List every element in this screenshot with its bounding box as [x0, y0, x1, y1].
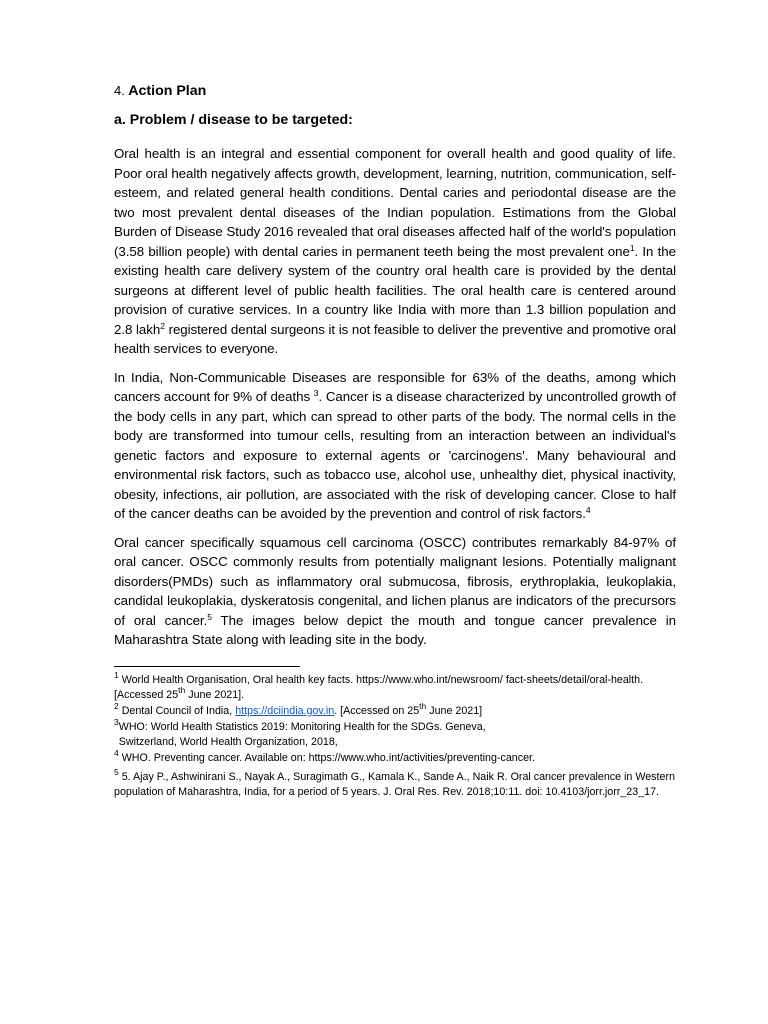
paragraph-text: registered dental surgeons it is not feasible to deliver the preventive and promotive oral health services to everyone. [114, 321, 677, 356]
paragraph-oral-health [114, 144, 676, 359]
footnote-1 [114, 669, 676, 703]
footnote-text: . [Accessed on 25 [334, 704, 420, 717]
subsection-heading: a. Problem / disease to be targeted: [114, 112, 353, 128]
footnote-text: World Health Organisation, Oral health key facts. https://www.who.int/newsroom/ fact-sheets/detail/oral-health. [Accessed 25 [114, 673, 644, 701]
ordinal-suffix: th [178, 684, 186, 695]
footnote-marker: 2 [114, 700, 119, 711]
citation-1: 1 [629, 242, 635, 253]
paragraph-text: . Cancer is a disease characterized by uncontrolled growth of the body cells in any part, which can spread to other parts of the body. The normal cells in the body are transformed into tumour cells, resulting from an interaction between an individual's genetic factors and exposure to external agents or 'carcinogens'. Many behavioural and environmental risk factors, such as tobacco use, alcohol use, unhealthy diet, physical inactivity, obesity, infections, air pollution, are associated with the risk of developing cancer. Close to half of the cancer deaths can be avoided by the prevention and control of risk factors. [114, 389, 676, 521]
citation-5: 5 [207, 611, 212, 622]
footnote-separator [114, 666, 300, 667]
paragraph-text: The images below depict the mouth and tongue cancer prevalence in Maharashtra State along with leading site in the body. [114, 612, 676, 647]
section-title: Action Plan [128, 83, 207, 99]
paragraph-text: Oral health is an integral and essential component for overall health and good quality of life. Poor oral health negatively affects growth, development, learning, nutrition, communication, self- esteem, and related general health conditions. Dental caries and periodontal disease are the two most prevalent dental diseases of the Indian population. Estimations from the Global Burden of Disease Study 2016 revealed that oral diseases affected half of the world's population (3.58 billion people) with dental caries in permanent teeth being the most prevalent one [114, 146, 676, 259]
footnote-5 [114, 766, 676, 800]
footnote-text: June 2021] [426, 704, 483, 717]
paragraph-text: . In the existing health care delivery system of the country oral health care is provided by the dental surgeons at different level of public health facilities. The oral health care is centered around provision of curative services. In a country like India with more than 1.3 billion population and 2.8 lakh [114, 243, 676, 337]
footnote-marker: 4 [114, 747, 119, 758]
footnote-marker: 3 [114, 716, 119, 727]
footnote-4 [114, 747, 676, 766]
footnote-marker: 1 [114, 669, 119, 680]
footnote-text: WHO: World Health Statistics 2019: Monitoring Health for the SDGs. Geneva, Switzerland, World Health Organization, 2018, [118, 720, 486, 748]
paragraph-ncd-cancer [114, 368, 676, 524]
paragraph-oral-cancer [114, 533, 676, 650]
footnote-2 [114, 700, 676, 719]
footnote-marker: 5 [114, 766, 119, 777]
footnote-3 [114, 716, 676, 750]
footnote-text: WHO. Preventing cancer. Available on: https://www.who.int/activities/preventing-cancer. [118, 751, 535, 764]
paragraph-text: Oral cancer specifically squamous cell carcinoma (OSCC) contributes remarkably 84-97% of oral cancer. OSCC commonly results from potentially malignant lesions. Potentially malignant disorders(PMDs) such as inflammatory oral submucosa, fibrosis, erythroplakia, leukoplakia, candidal leukoplakia, dyskeratosis congenital, and lichen planus are indicators of the precursors of oral cancer. [114, 534, 676, 628]
citation-3: 3 [313, 388, 319, 398]
citation-4: 4 [585, 505, 591, 515]
footnote-text: Dental Council of India, [118, 704, 236, 717]
dci-link[interactable]: https://dciindia.gov.in [235, 704, 335, 717]
section-number: 4. [114, 83, 125, 98]
footnote-text: June 2021]. [185, 688, 245, 701]
ordinal-suffix: th [419, 700, 427, 711]
paragraph-text: In India, Non-Communicable Diseases are responsible for 63% of the deaths, among which cancers account for 9% of deaths [114, 369, 676, 404]
section-heading [114, 81, 676, 101]
citation-2: 2 [160, 320, 165, 331]
footnote-text: 5. Ajay P., Ashwinirani S., Nayak A., Suragimath G., Kamala K., Sande A., Naik R. Oral cancer prevalence in Western population of Maharashtra, India, for a period of 5 years. J. Oral Res. Rev. 2018;10:11. doi: 10.4103/jorr.jorr_23_17. [114, 770, 675, 798]
